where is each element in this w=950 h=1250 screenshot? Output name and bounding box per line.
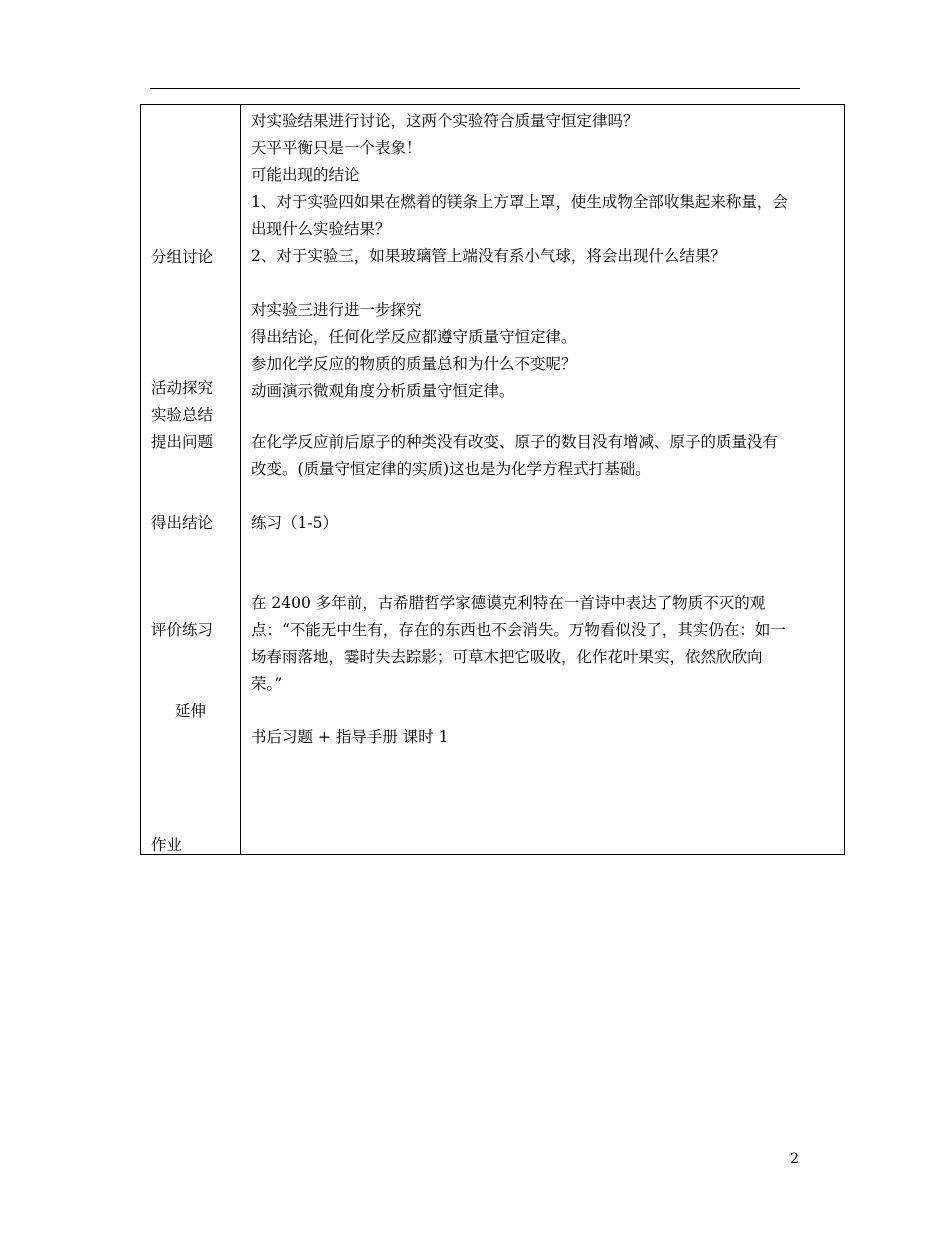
content-line: 点：“不能无中生有，存在的东西也不会消失。万物看似没了，其实仍在：如一 — [251, 621, 786, 639]
content-line: 动画演示微观角度分析质量守恒定律。 — [251, 382, 515, 400]
content-line: 对实验结果进行讨论，这两个实验符合质量守恒定律吗？ — [251, 112, 639, 130]
header-rule — [150, 88, 800, 89]
content-line: 2、对于实验三，如果玻璃管上端没有系小气球，将会出现什么结果？ — [251, 247, 726, 265]
content-line: 改变。(质量守恒定律的实质)这也是为化学方程式打基础。 — [251, 460, 651, 478]
content-line: 场春雨落地，霎时失去踪影；可草木把它吸收，化作花叶果实，依然欣欣向 — [251, 648, 763, 666]
label-extension: 延伸 — [175, 702, 207, 720]
content-line: 书后习题 + 指导手册 课时 1 — [251, 728, 449, 746]
label-draw-conclusion: 得出结论 — [151, 514, 214, 532]
label-experiment-summary: 实验总结 — [151, 406, 214, 424]
label-group-discussion: 分组讨论 — [151, 248, 214, 266]
label-raise-question: 提出问题 — [151, 433, 214, 451]
stage-label-column — [141, 105, 241, 854]
content-line: 1、对于实验四如果在燃着的镁条上方罩上罩，使生成物全部收集起来称量，会 — [251, 193, 788, 211]
label-evaluation-practice: 评价练习 — [151, 621, 214, 639]
lesson-table — [140, 104, 845, 855]
content-line: 出现什么实验结果？ — [251, 220, 391, 238]
content-line: 在 2400 多年前，古希腊哲学家德谟克利特在一首诗中表达了物质不灭的观 — [251, 594, 766, 612]
content-line: 参加化学反应的物质的质量总和为什么不变呢？ — [251, 355, 577, 373]
content-line: 得出结论，任何化学反应都遵守质量守恒定律。 — [251, 328, 577, 346]
content-line: 对实验三进行进一步探究 — [251, 301, 422, 319]
label-activity-inquiry: 活动探究 — [151, 379, 214, 397]
content-line: 天平平衡只是一个表象！ — [251, 139, 422, 157]
content-line: 练习（1-5） — [251, 514, 338, 532]
page-number: 2 — [790, 1151, 799, 1167]
label-homework: 作业 — [151, 836, 183, 854]
content-line: 可能出现的结论 — [251, 166, 360, 184]
content-column — [241, 105, 844, 854]
content-line: 在化学反应前后原子的种类没有改变、原子的数目没有增减、原子的质量没有 — [251, 433, 779, 451]
content-line: 荣。” — [251, 675, 283, 693]
